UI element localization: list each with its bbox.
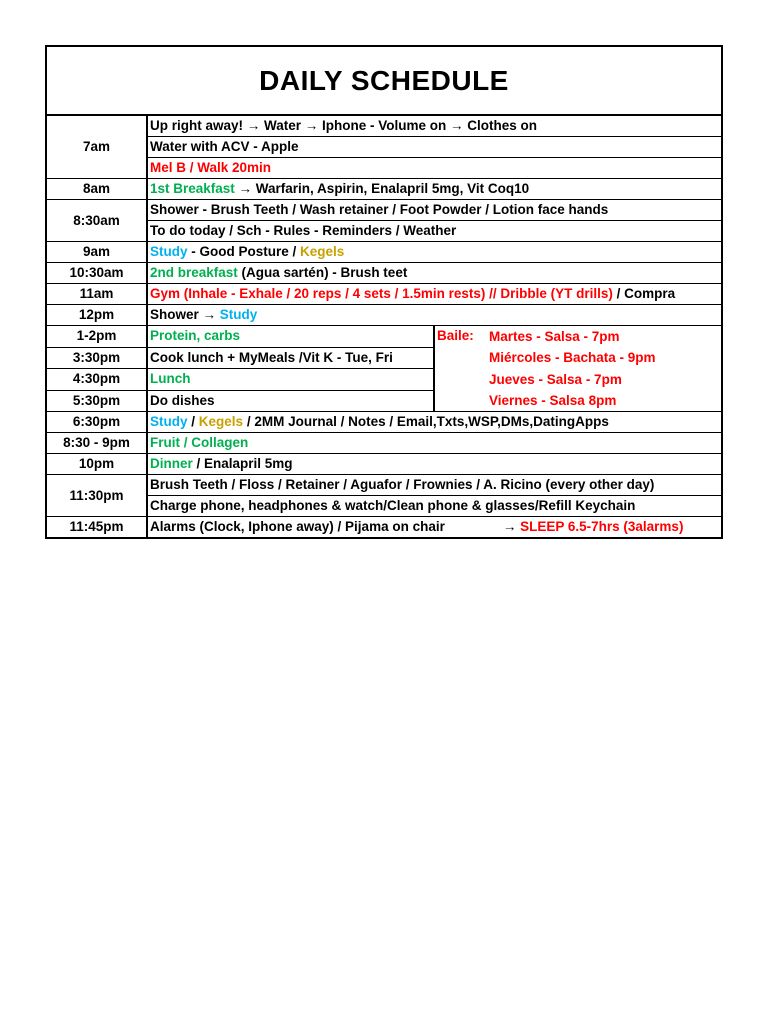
activity-text: Shower →: [150, 307, 220, 322]
activity-cell: Charge phone, headphones & watch/Clean phone & glasses/Refill Keychain: [147, 496, 721, 517]
activity-text: Alarms (Clock, Iphone away) / Pijama on chair: [150, 519, 445, 535]
time-cell: 9am: [47, 242, 147, 263]
activity-highlight: Study: [150, 244, 188, 259]
time-cell: 12pm: [47, 305, 147, 326]
activity-cell: Up right away! → Water → Iphone - Volume on → Clothes on: [147, 116, 721, 137]
time-cell: 11:45pm: [47, 517, 147, 538]
schedule-table: [47, 116, 721, 537]
time-cell: 3:30pm: [47, 347, 147, 369]
table-row: [47, 200, 721, 221]
table-row: [47, 305, 721, 326]
activity-text: / 2MM Journal / Notes / Email,Txts,WSP,DMs,DatingApps: [243, 414, 609, 430]
time-cell: 6:30pm: [47, 412, 147, 433]
baile-block: [435, 326, 721, 411]
table-row: [47, 263, 721, 284]
baile-item: Miércoles - Bachata - 9pm: [489, 350, 656, 366]
time-cell: 1-2pm: [47, 326, 147, 348]
baile-list: [489, 326, 656, 411]
activity-highlight: Dinner: [150, 456, 193, 472]
activity-cell: [147, 179, 721, 200]
baile-item: Martes - Salsa - 7pm: [489, 329, 620, 344]
baile-item: Viernes - Salsa 8pm: [489, 392, 617, 408]
table-row: [47, 454, 721, 475]
time-cell: 5:30pm: [47, 390, 147, 412]
schedule-sheet: [45, 45, 723, 539]
table-row: [47, 412, 721, 433]
activity-highlight: Kegels: [198, 414, 244, 430]
activity-text: - Good Posture /: [187, 244, 301, 259]
table-row: [47, 179, 721, 200]
activity-text: /: [187, 414, 199, 430]
time-cell: 7am: [47, 116, 147, 179]
table-row: [47, 242, 721, 263]
activity-cell: Do dishes: [147, 390, 434, 412]
page-title: DAILY SCHEDULE: [47, 47, 721, 116]
activity-cell: [147, 517, 721, 538]
time-cell: 8am: [47, 179, 147, 200]
activity-highlight: Study: [219, 307, 258, 322]
table-row: [47, 475, 721, 496]
time-cell: 4:30pm: [47, 369, 147, 391]
activity-highlight: Study: [150, 414, 188, 430]
table-row: [47, 433, 721, 454]
activity-cell: Water with ACV - Apple: [147, 137, 721, 158]
activity-cell: [147, 284, 721, 305]
activity-cell: [147, 305, 721, 326]
activity-cell: Lunch: [147, 369, 434, 391]
baile-item: Jueves - Salsa - 7pm: [489, 371, 622, 387]
activity-text: (Agua sartén) - Brush teet: [237, 265, 408, 280]
activity-text: → Warfarin, Aspirin, Enalapril 5mg, Vit Coq10: [234, 181, 530, 196]
table-row: [47, 158, 721, 179]
activity-cell: Mel B / Walk 20min: [147, 158, 721, 179]
table-row: [47, 284, 721, 305]
activity-cell: Shower - Brush Teeth / Wash retainer / Foot Powder / Lotion face hands: [147, 200, 721, 221]
activity-highlight: Kegels: [300, 244, 345, 259]
activity-text: / Compra: [612, 286, 676, 301]
activity-text: / Enalapril 5mg: [192, 456, 293, 472]
activity-highlight: SLEEP 6.5-7hrs (3alarms): [520, 519, 684, 535]
table-row: [47, 517, 721, 538]
arrow-text: →: [502, 519, 521, 535]
baile-label: Baile:: [437, 328, 474, 343]
activity-cell: [147, 263, 721, 284]
table-row: [47, 221, 721, 242]
activity-cell: Protein, carbs: [147, 326, 434, 348]
activity-cell: Fruit / Collagen: [147, 433, 721, 454]
activity-cell: To do today / Sch - Rules - Reminders / Weather: [147, 221, 721, 242]
activity-cell: Brush Teeth / Floss / Retainer / Aguafor / Frownies / A. Ricino (every other day): [147, 475, 721, 496]
activity-cell: [147, 454, 721, 475]
time-cell: 11am: [47, 284, 147, 305]
time-cell: 8:30 - 9pm: [47, 433, 147, 454]
activity-cell: [147, 412, 721, 433]
time-cell: 8:30am: [47, 200, 147, 242]
table-row: [47, 326, 721, 348]
activity-cell: [147, 242, 721, 263]
time-cell: 10pm: [47, 454, 147, 475]
table-row: [47, 496, 721, 517]
activity-highlight: 2nd breakfast: [150, 265, 238, 280]
time-cell: 10:30am: [47, 263, 147, 284]
activity-highlight: Gym (Inhale - Exhale / 20 reps / 4 sets / 1.5min rests) // Dribble (YT drills): [150, 286, 613, 301]
time-cell: 11:30pm: [47, 475, 147, 517]
baile-cell: [434, 326, 721, 412]
table-row: [47, 116, 721, 137]
activity-cell: Cook lunch + MyMeals /Vit K - Tue, Fri: [147, 347, 434, 369]
activity-highlight: 1st Breakfast: [150, 181, 235, 196]
table-row: [47, 137, 721, 158]
